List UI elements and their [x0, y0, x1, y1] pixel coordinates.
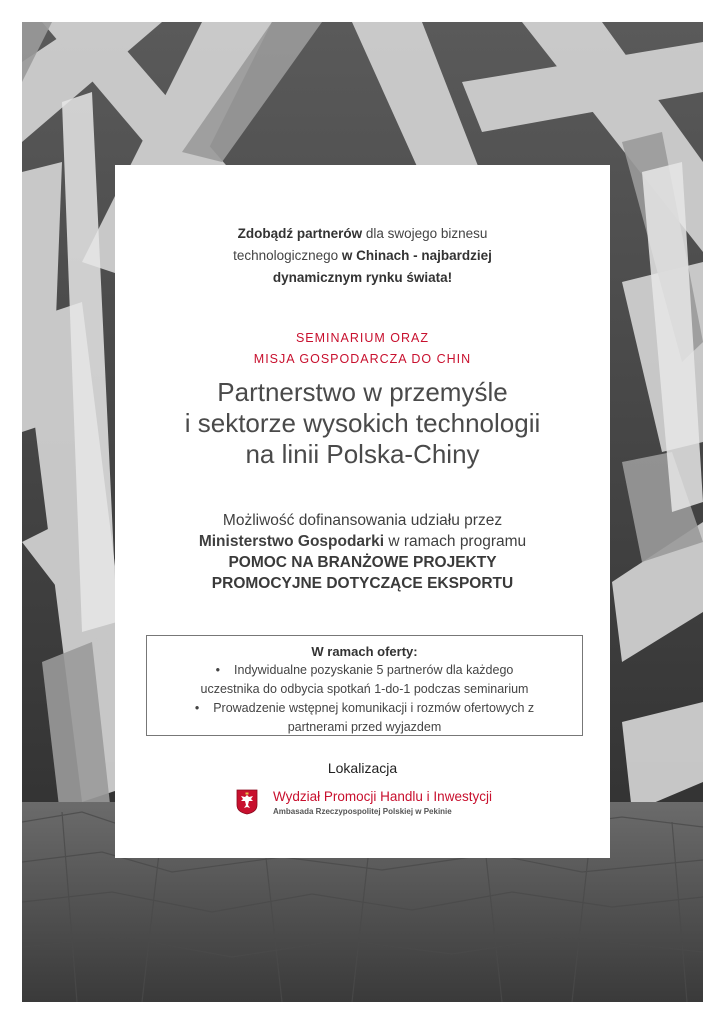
offer-item-2-line-1: Prowadzenie wstępnej komunikacji i rozmów ofertowych z	[213, 701, 535, 715]
page-title	[115, 377, 610, 470]
kicker-line-1: SEMINARIUM ORAZ	[295, 331, 430, 345]
intro-line1-rest: dla swojego biznesu	[362, 226, 488, 241]
location-label: Lokalizacja	[327, 760, 398, 776]
offer-item-1-line-1: Indywidualne pozyskanie 5 partnerów dla każdego	[234, 663, 514, 677]
intro-line2-start: technologicznego	[233, 248, 342, 263]
organizer-block	[236, 789, 536, 819]
title-line-1: Partnerstwo w przemyśle	[217, 377, 508, 407]
offer-item-continuation	[147, 680, 582, 699]
intro-text	[115, 223, 610, 289]
offer-item	[147, 699, 582, 718]
funding-line-1: Możliwość dofinansowania udziału przez	[222, 512, 503, 529]
flyer-card	[115, 165, 610, 858]
intro-bold-china: w Chinach - najbardziej	[341, 248, 492, 263]
bullet-icon: •	[194, 701, 200, 715]
offer-item	[147, 661, 582, 680]
funding-text	[115, 510, 610, 594]
funding-program-line-2: PROMOCYJNE DOTYCZĄCE EKSPORTU	[211, 575, 514, 592]
polish-eagle-emblem-icon	[236, 789, 258, 815]
funding-line2-rest: w ramach programu	[384, 533, 527, 550]
intro-bold-market: dynamicznym rynku świata!	[272, 270, 453, 285]
funding-ministry: Ministerstwo Gospodarki	[198, 533, 385, 550]
offer-title: W ramach oferty:	[311, 644, 418, 659]
offer-item-1-line-2: uczestnika do odbycia spotkań 1-do-1 podczas seminarium	[200, 682, 529, 696]
organizer-name: Wydział Promocji Handlu i Inwestycji	[273, 789, 492, 804]
offer-box	[146, 635, 583, 736]
event-kicker	[115, 328, 610, 370]
organizer-embassy: Ambasada Rzeczypospolitej Polskiej w Pekinie	[273, 807, 452, 816]
offer-item-continuation	[147, 718, 582, 737]
title-line-2: i sektorze wysokich technologii	[184, 408, 541, 438]
bullet-icon: •	[215, 663, 221, 677]
funding-program-line-1: POMOC NA BRANŻOWE PROJEKTY	[228, 554, 497, 571]
kicker-line-2: MISJA GOSPODARCZA DO CHIN	[253, 352, 472, 366]
offer-list	[147, 661, 582, 737]
title-line-3: na linii Polska-Chiny	[245, 439, 480, 469]
offer-item-2-line-2: partnerami przed wyjazdem	[287, 720, 442, 734]
intro-bold-partners: Zdobądź partnerów	[237, 226, 363, 241]
